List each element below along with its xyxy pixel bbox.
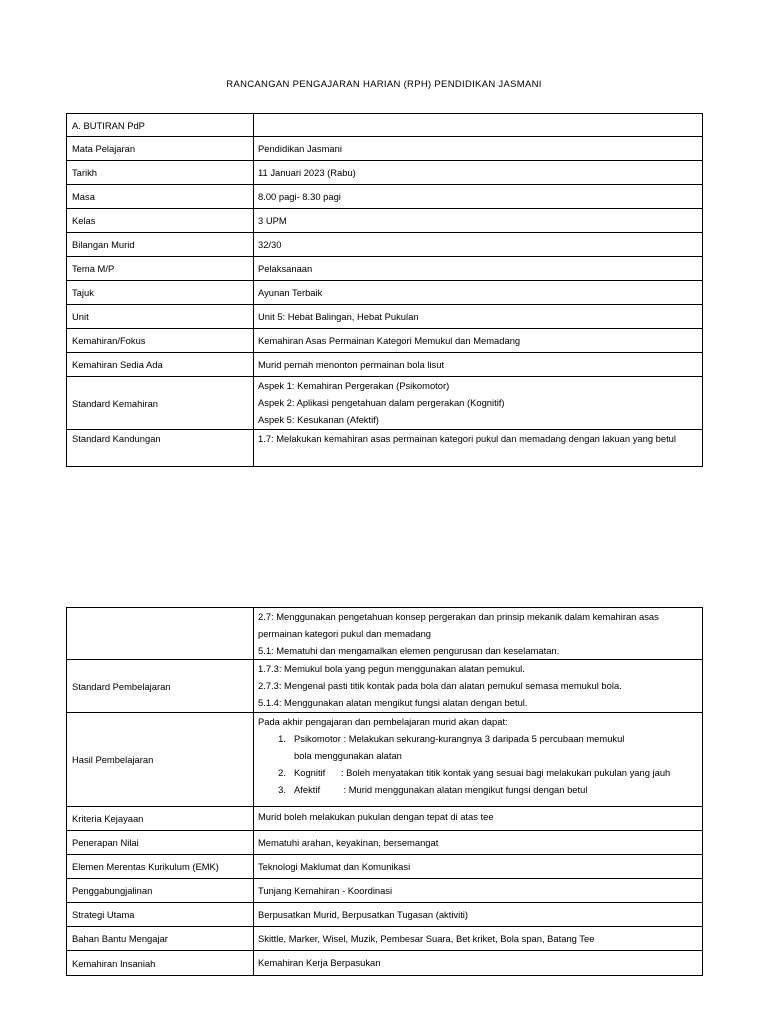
table-row bbox=[67, 430, 703, 467]
row-label: Penerapan Nilai bbox=[67, 831, 254, 855]
row-label: Mata Pelajaran bbox=[67, 137, 254, 161]
row-label: Kemahiran Insaniah bbox=[67, 951, 254, 976]
row-value bbox=[254, 660, 703, 713]
section-header: A. BUTIRAN PdP bbox=[67, 114, 254, 137]
row-label: Kemahiran/Fokus bbox=[67, 329, 254, 353]
row-value: 3 UPM bbox=[254, 209, 703, 233]
table-row bbox=[67, 329, 703, 353]
row-label: Kemahiran Sedia Ada bbox=[67, 353, 254, 377]
row-label: Tarikh bbox=[67, 161, 254, 185]
aspek-line: Aspek 2: Aplikasi pengetahuan dalam pergerakan (Kognitif) bbox=[258, 397, 505, 408]
row-label: Strategi Utama bbox=[67, 903, 254, 927]
aspek-line: Aspek 1: Kemahiran Pergerakan (Psikomotor) bbox=[258, 380, 450, 391]
table-row bbox=[67, 185, 703, 209]
row-label: Elemen Merentas Kurikulum (EMK) bbox=[67, 855, 254, 879]
document-title: RANCANGAN PENGAJARAN HARIAN (RPH) PENDIDIKAN JASMANI bbox=[226, 79, 542, 90]
table-row bbox=[67, 608, 703, 660]
table-row bbox=[67, 377, 703, 430]
row-label: Tema M/P bbox=[67, 257, 254, 281]
section-header-value bbox=[254, 114, 703, 137]
row-value: Murid pernah menonton permainan bola lisut bbox=[254, 353, 703, 377]
table-row bbox=[67, 879, 703, 903]
table-row bbox=[67, 257, 703, 281]
sp-line: 2.7.3: Mengenal pasti titik kontak pada bola dan alatan pemukul semasa memukul bola. bbox=[258, 680, 622, 691]
row-label bbox=[67, 608, 254, 660]
row-label: Bilangan Murid bbox=[67, 233, 254, 257]
sp-line: 1.7.3: Memukul bola yang pegun menggunakan alatan pemukul. bbox=[258, 663, 525, 674]
row-value: Pendidikan Jasmani bbox=[254, 137, 703, 161]
sp-line: 5.1.4: Menggunakan alatan mengikut fungsi alatan dengan betul. bbox=[258, 697, 528, 708]
list-item bbox=[258, 781, 698, 798]
table-row bbox=[67, 831, 703, 855]
row-value: Murid boleh melakukan pukulan dengan tepat di atas tee bbox=[254, 807, 703, 831]
row-value: Berpusatkan Murid, Berpusatkan Tugasan (aktiviti) bbox=[254, 903, 703, 927]
table-row bbox=[67, 209, 703, 233]
row-value: Teknologi Maklumat dan Komunikasi bbox=[254, 855, 703, 879]
row-label: Standard Kandungan bbox=[67, 430, 254, 467]
item-text: Psikomotor : Melakukan sekurang-kurangnya 3 daripada 5 percubaan memukul bola menggunakan alatan bbox=[294, 733, 625, 761]
row-value: 11 Januari 2023 (Rabu) bbox=[254, 161, 703, 185]
row-value bbox=[254, 713, 703, 807]
table-row bbox=[67, 951, 703, 976]
standard-line: 5.1: Mematuhi dan mengamalkan elemen pengurusan dan keselamatan. bbox=[258, 645, 560, 656]
item-number: 2. bbox=[278, 767, 286, 778]
row-value: Ayunan Terbaik bbox=[254, 281, 703, 305]
table-row bbox=[67, 713, 703, 807]
table-row bbox=[67, 233, 703, 257]
objektif-table bbox=[66, 607, 703, 976]
table-row bbox=[67, 161, 703, 185]
row-label: Masa bbox=[67, 185, 254, 209]
standard-line: 2.7: Menggunakan pengetahuan konsep pergerakan dan prinsip mekanik dalam kemahiran asas bbox=[258, 611, 659, 622]
table-row bbox=[67, 807, 703, 831]
row-value: Kemahiran Kerja Berpasukan bbox=[254, 951, 703, 976]
table-row bbox=[67, 114, 703, 137]
table-row bbox=[67, 927, 703, 951]
row-label: Kriteria Kejayaan bbox=[67, 807, 254, 831]
list-item bbox=[258, 764, 698, 781]
table-row bbox=[67, 137, 703, 161]
item-number: 1. bbox=[278, 733, 286, 744]
hp-list bbox=[258, 730, 698, 798]
item-number: 3. bbox=[278, 784, 286, 795]
row-value: Pelaksanaan bbox=[254, 257, 703, 281]
table-row bbox=[67, 660, 703, 713]
row-value: Kemahiran Asas Permainan Kategori Memukul dan Memadang bbox=[254, 329, 703, 353]
aspek-line: Aspek 5: Kesukanan (Afektif) bbox=[258, 414, 379, 425]
row-label: Standard Pembelajaran bbox=[67, 660, 254, 713]
row-value: Tunjang Kemahiran - Koordinasi bbox=[254, 879, 703, 903]
table-row bbox=[67, 281, 703, 305]
row-value: Mematuhi arahan, keyakinan, bersemangat bbox=[254, 831, 703, 855]
row-value bbox=[254, 377, 703, 430]
list-item bbox=[258, 730, 698, 764]
row-value bbox=[254, 608, 703, 660]
row-value: 8.00 pagi- 8.30 pagi bbox=[254, 185, 703, 209]
row-value: 1.7: Melakukan kemahiran asas permainan kategori pukul dan memadang dengan lakuan yang betul bbox=[254, 430, 703, 467]
row-label: Unit bbox=[67, 305, 254, 329]
row-label: Standard Kemahiran bbox=[67, 377, 254, 430]
table-row bbox=[67, 903, 703, 927]
row-label: Bahan Bantu Mengajar bbox=[67, 927, 254, 951]
row-value: Skittle, Marker, Wisel, Muzik, Pembesar Suara, Bet kriket, Bola span, Batang Tee bbox=[254, 927, 703, 951]
standard-line: permainan kategori pukul dan memadang bbox=[258, 628, 432, 639]
table-row bbox=[67, 305, 703, 329]
item-text: Kognitif : Boleh menyatakan titik kontak yang sesuai bagi melakukan pukulan yang jauh bbox=[294, 767, 671, 778]
item-text: Afektif : Murid menggunakan alatan mengikut fungsi dengan betul bbox=[294, 784, 588, 795]
butiran-pdp-table bbox=[66, 113, 703, 467]
row-label: Penggabungjalinan bbox=[67, 879, 254, 903]
row-label: Tajuk bbox=[67, 281, 254, 305]
row-value: 32/30 bbox=[254, 233, 703, 257]
row-value: Unit 5: Hebat Balingan, Hebat Pukulan bbox=[254, 305, 703, 329]
table-row bbox=[67, 855, 703, 879]
row-label: Hasil Pembelajaran bbox=[67, 713, 254, 807]
row-label: Kelas bbox=[67, 209, 254, 233]
hp-intro: Pada akhir pengajaran dan pembelajaran murid akan dapat: bbox=[258, 716, 508, 727]
table-row bbox=[67, 353, 703, 377]
